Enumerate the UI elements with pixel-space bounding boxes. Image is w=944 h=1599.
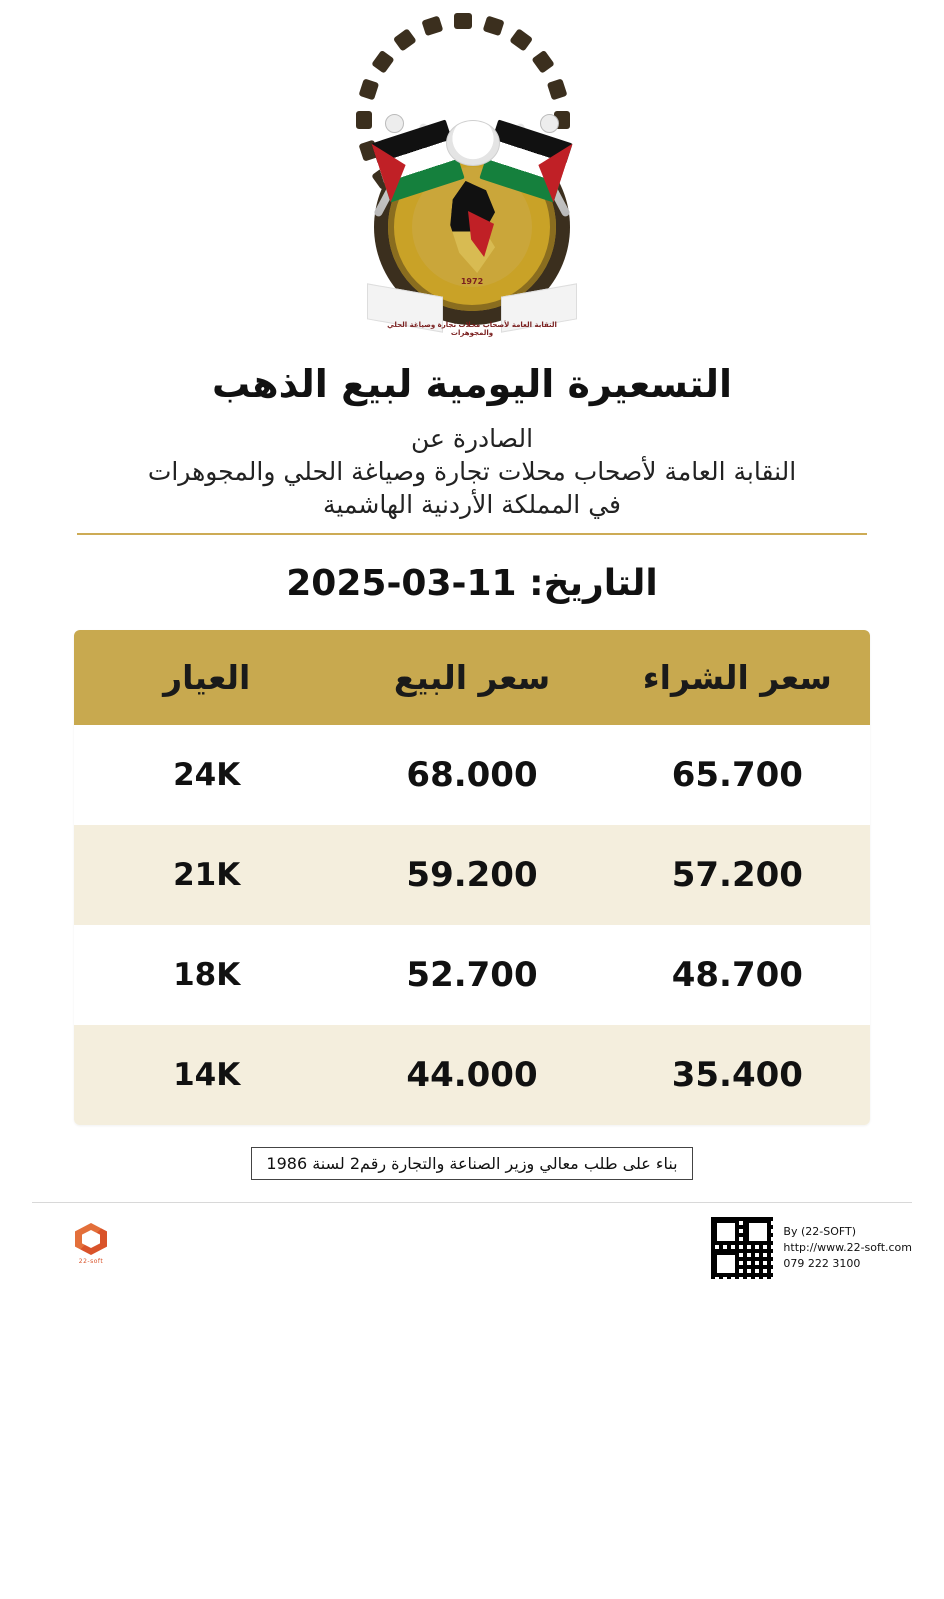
cell-karat: 24K — [173, 757, 241, 793]
table-row — [74, 1025, 870, 1125]
cell-buy-price: 35.400 — [671, 1055, 803, 1095]
table-row — [74, 825, 870, 925]
vendor-text — [783, 1224, 912, 1272]
qr-code-icon — [711, 1217, 773, 1279]
cell-sell-price: 68.000 — [406, 755, 538, 795]
cell-sell-price: 59.200 — [406, 855, 538, 895]
pole-knob-right-icon — [540, 114, 559, 133]
legal-note: بناء على طلب معالي وزير الصناعة والتجارة رقم2 لسنة 1986 — [251, 1147, 692, 1180]
page-title: التسعيرة اليومية لبيع الذهب — [212, 362, 732, 406]
header-sell-price: سعر البيع — [393, 658, 551, 697]
cell-karat: 14K — [173, 1057, 241, 1093]
pole-knob-left-icon — [385, 114, 404, 133]
cell-buy-price: 57.200 — [671, 855, 803, 895]
date-line: التاريخ: 11-03-2025 — [286, 563, 658, 604]
brand-logo-label: 22-soft — [78, 1258, 104, 1265]
cell-sell-price: 52.700 — [406, 955, 538, 995]
table-row — [74, 725, 870, 825]
brand-logo — [68, 1223, 114, 1273]
footer — [32, 1217, 912, 1279]
cell-buy-price: 48.700 — [671, 955, 803, 995]
divider — [77, 533, 867, 535]
subtitle-issued-by: الصادرة عن — [410, 424, 534, 453]
cell-karat: 18K — [173, 957, 241, 993]
header-buy-price: سعر الشراء — [642, 658, 832, 697]
vendor-url[interactable]: http://www.22-soft.com — [783, 1241, 912, 1255]
cube-icon — [75, 1223, 107, 1255]
union-emblem — [357, 112, 587, 342]
vendor-info — [711, 1217, 912, 1279]
table-row — [74, 925, 870, 1025]
cell-sell-price: 44.000 — [406, 1055, 538, 1095]
subtitle-country: في المملكة الأردنية الهاشمية — [323, 490, 621, 519]
header-karat: العيار — [163, 658, 251, 697]
cell-buy-price: 65.700 — [671, 755, 803, 795]
emblem-band-text: النقابة العامة لأصحاب محلات تجارة وصياغة الحلي والمجوهرات — [387, 320, 557, 338]
subtitle-union-name: النقابة العامة لأصحاب محلات تجارة وصياغة الحلي والمجوهرات — [147, 457, 797, 486]
price-table — [74, 630, 870, 1125]
vendor-by: By (22-SOFT) — [783, 1225, 857, 1239]
crown-icon — [446, 120, 500, 166]
cell-karat: 21K — [173, 857, 241, 893]
footer-divider — [32, 1202, 912, 1203]
emblem-year: 1972 — [460, 277, 484, 286]
vendor-phone: 079 222 3100 — [783, 1256, 861, 1270]
table-header-row — [74, 630, 870, 725]
